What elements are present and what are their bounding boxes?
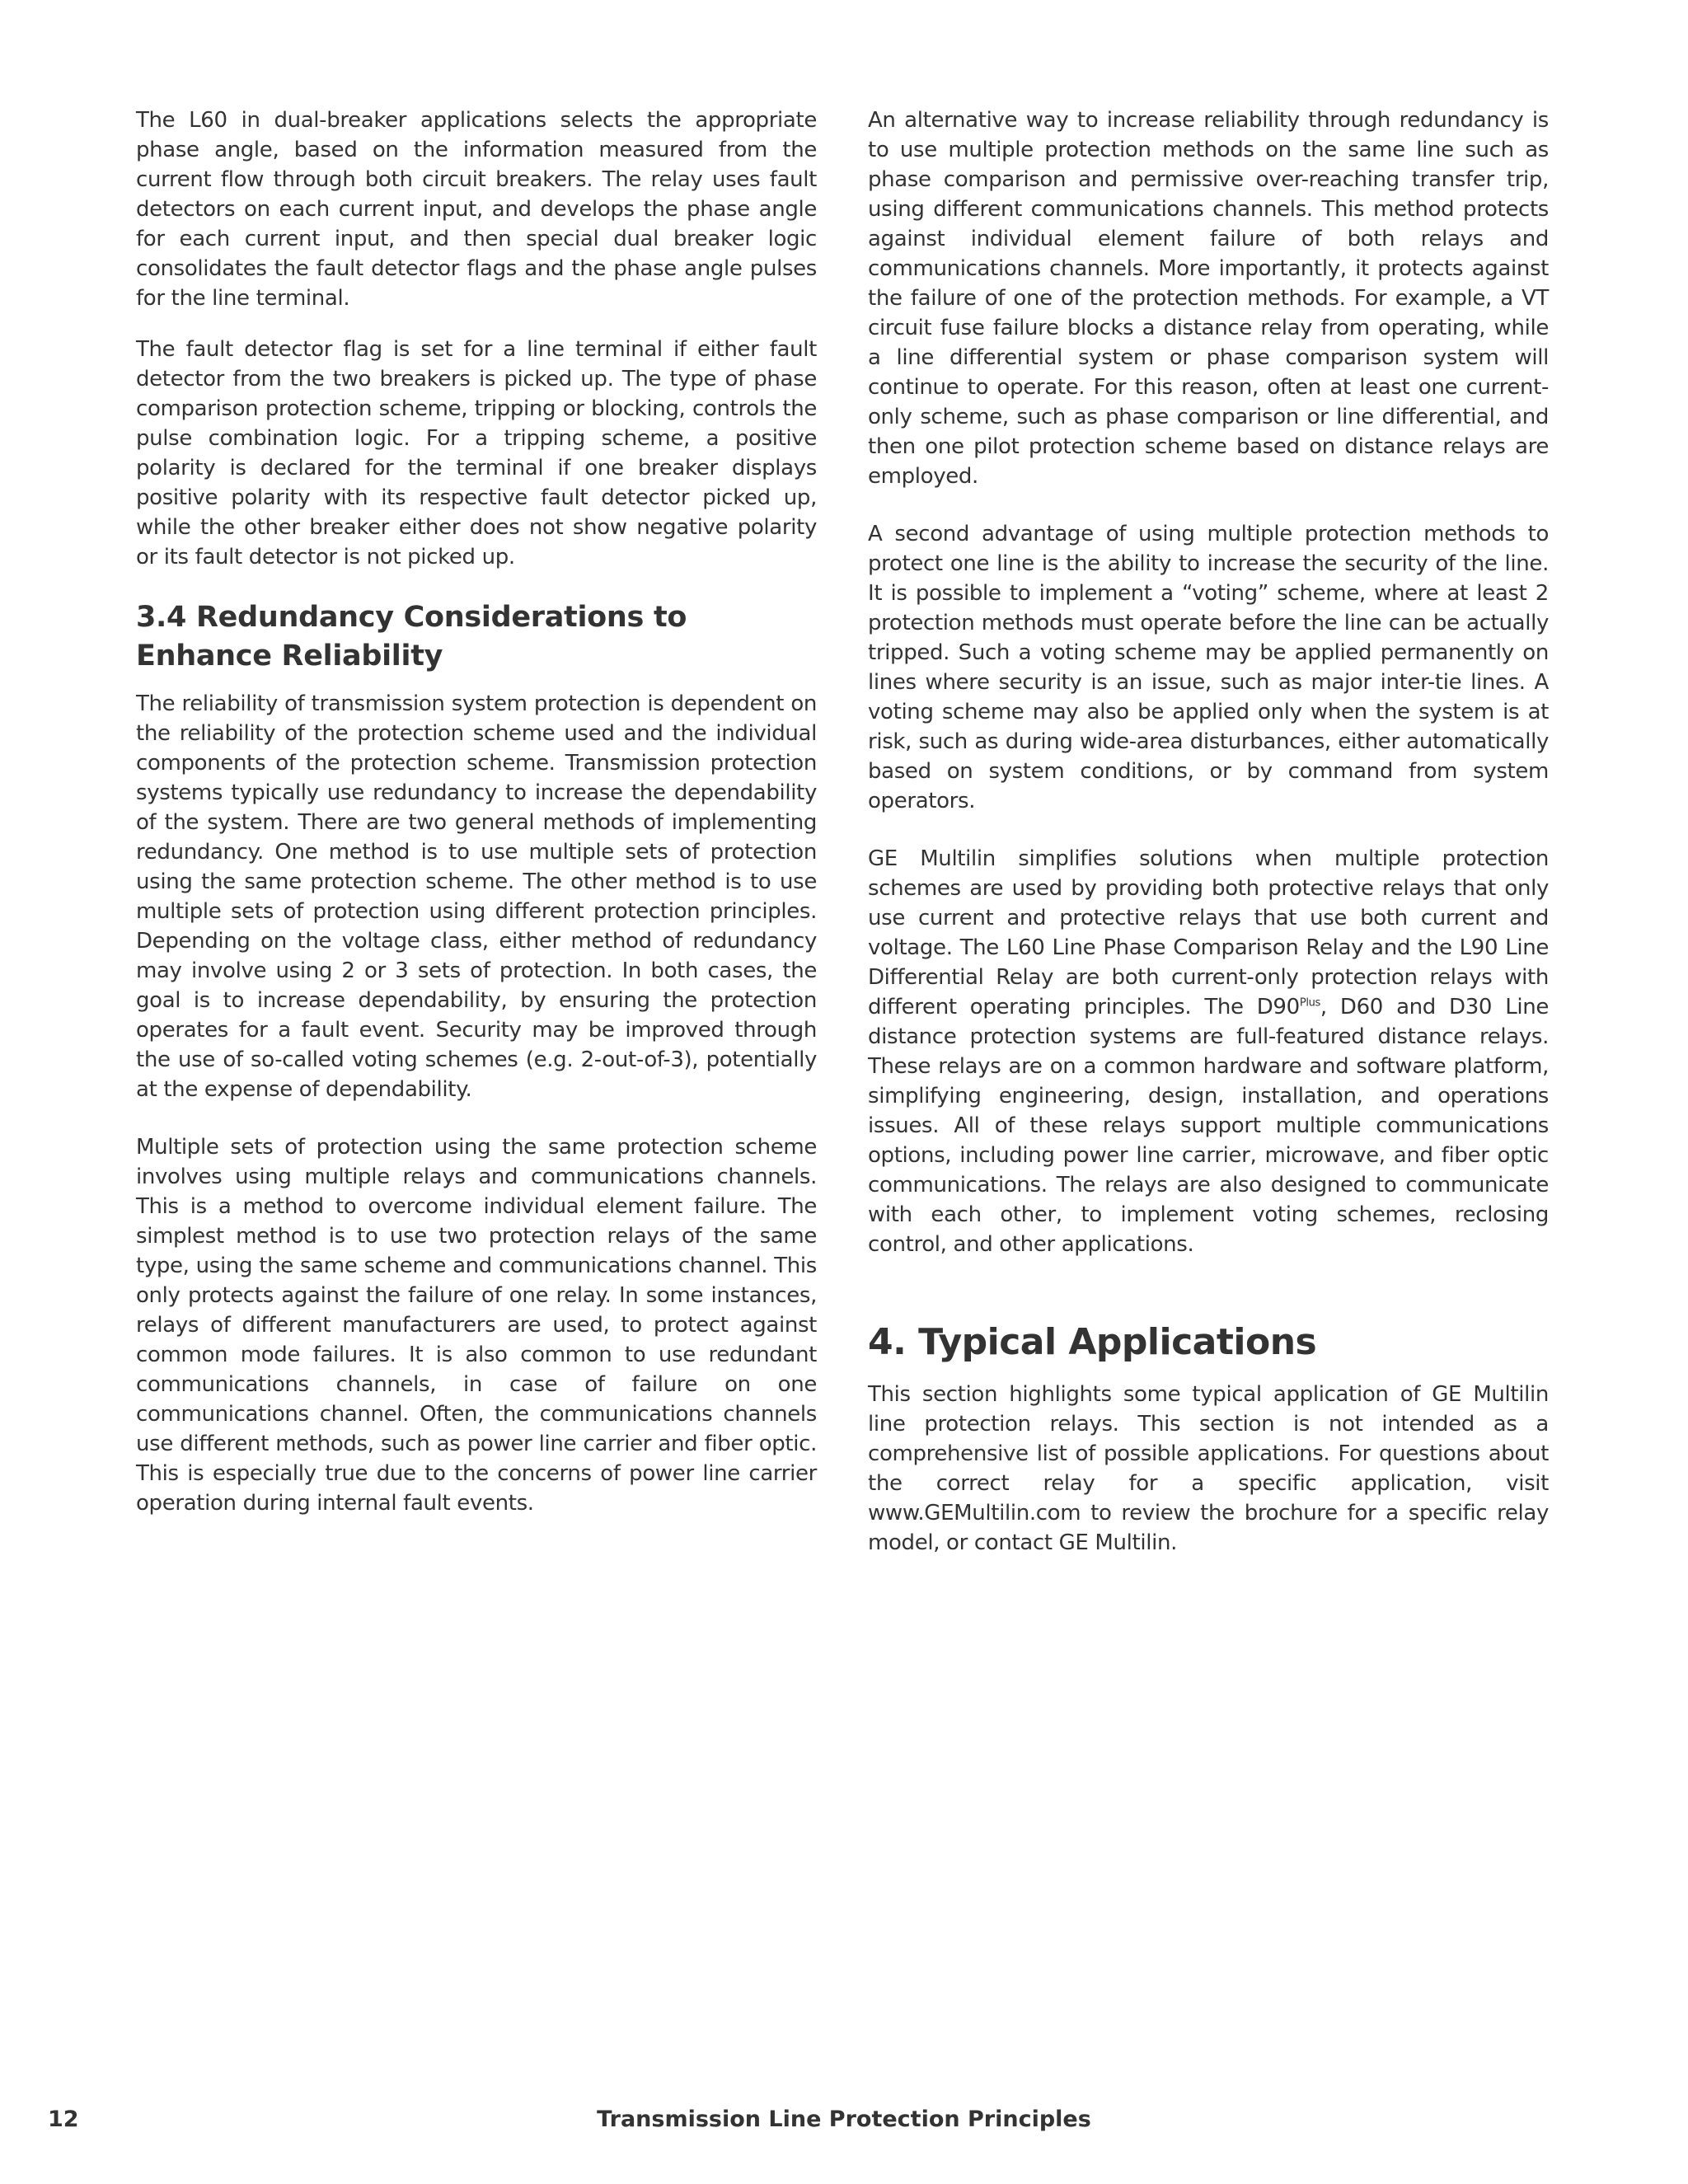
paragraph-multiple-sets: Multiple sets of protection using the same protection scheme involves using multiple relays and communications channels. This is a method to overcome individual element failure. The simplest method is to use two protection relays of the same type, using the same scheme and communications channel. This only protects against the failure of one relay. In some instances, relays of different manufacturers are used, to protect against common mode failures. It is also common to use redundant communications channels, in case of failure on one communications channel. Often, the communications channels use different methods, such as power line carrier and fiber optic. This is especially true due to the concerns of power line carrier operation during internal fault events.	[136, 1135, 817, 1516]
paragraph-reliability: The reliability of transmission system protection is dependent on the reliability of the protection scheme used and the individual components of the protection scheme. Transmission protection systems typically use redundancy to increase the dependability of the system. There are two general methods of implementing redundancy. One method is to use multiple sets of protection using the same protection scheme. The other method is to use multiple sets of protection using different protection principles. Depending on the voltage class, either method of redundancy may involve using 2 or 3 sets of protection. In both cases, the goal is to increase dependability, by ensuring the protection operates for a fault event. Security may be improved through the use of so-called voting schemes (e.g. 2-out-of-3), potentially at the expense of dependability.	[136, 691, 817, 1102]
paragraph-ge-multilin-part-1: GE Multilin simplifies solutions when multiple protection schemes are used by providing both protective relays that only use current and protective relays that use both current and voltage. The L60 Line Phase Comparison Relay and the L90 Line Differential Relay are both current-only protection relays with different operating principles. The D90	[868, 846, 1549, 1019]
paragraph-ge-multilin	[868, 844, 1549, 1259]
paragraph-fault-detector-flag: The fault detector flag is set for a line terminal if either fault detector from the two breakers is picked up. The type of phase comparison protection scheme, tripping or blocking, controls the pulse combination logic. For a tripping scheme, a positive polarity is declared for the terminal if one breaker displays positive polarity with its respective fault detector picked up, while the other breaker either does not show negative polarity or its fault detector is not picked up.	[136, 337, 817, 569]
paragraph-dual-breaker: The L60 in dual-breaker applications selects the appropriate phase angle, based on the information measured from the current flow through both circuit breakers. The relay uses fault detectors on each current input, and develops the phase angle for each current input, and then special dual breaker logic consolidates the fault detector flags and the phase angle pulses for the line terminal.	[136, 108, 817, 311]
left-column	[136, 105, 817, 1540]
footer-document-title: Transmission Line Protection Principles	[597, 2107, 1091, 2132]
plus-superscript: Plus	[1299, 996, 1320, 1010]
right-column	[868, 105, 1549, 1579]
paragraph-alternative-redundancy: An alternative way to increase reliability through redundancy is to use multiple protection methods on the same line such as phase comparison and permissive over-reaching transfer trip, using different communications channels. This method protects against individual element failure of both relays and communications channels. More importantly, it protects against the failure of one of the protection methods. For example, a VT circuit fuse failure blocks a distance relay from operating, while a line differential system or phase comparison system will continue to operate. For this reason, often at least one current-only scheme, such as phase comparison or line differential, and then one pilot protection scheme based on distance relays are employed.	[868, 108, 1549, 489]
section-heading-redundancy: 3.4 Redundancy Considerations to Enhance Reliability	[136, 601, 687, 673]
page-number: 12	[48, 2107, 79, 2132]
section-heading-typical-applications: 4. Typical Applications	[868, 1321, 1317, 1363]
paragraph-typical-applications: This section highlights some typical application of GE Multilin line protection relays. This section is not intended as a comprehensive list of possible applications. For questions about the correct relay for a specific application, visit www.GEMultilin.com to review the brochure for a specific relay model, or contact GE Multilin.	[868, 1382, 1549, 1555]
paragraph-second-advantage: A second advantage of using multiple protection methods to protect one line is the ability to increase the security of the line. It is possible to implement a “voting” scheme, where at least 2 protection methods must operate before the line can be actually tripped. Such a voting scheme may be applied permanently on lines where security is an issue, such as major inter-tie lines. A voting scheme may also be applied only when the system is at risk, such as during wide-area disturbances, either automatically based on system conditions, or by command from system operators.	[868, 522, 1549, 813]
paragraph-ge-multilin-part-2: , D60 and D30 Line distance protection systems are full-featured distance relays. These relays are on a common hardware and software platform, simplifying engineering, design, installation, and operations issues. All of these relays support multiple communications options, including power line carrier, microwave, and fiber optic communications. The relays are also designed to communicate with each other, to implement voting schemes, reclosing control, and other applications.	[868, 995, 1549, 1257]
